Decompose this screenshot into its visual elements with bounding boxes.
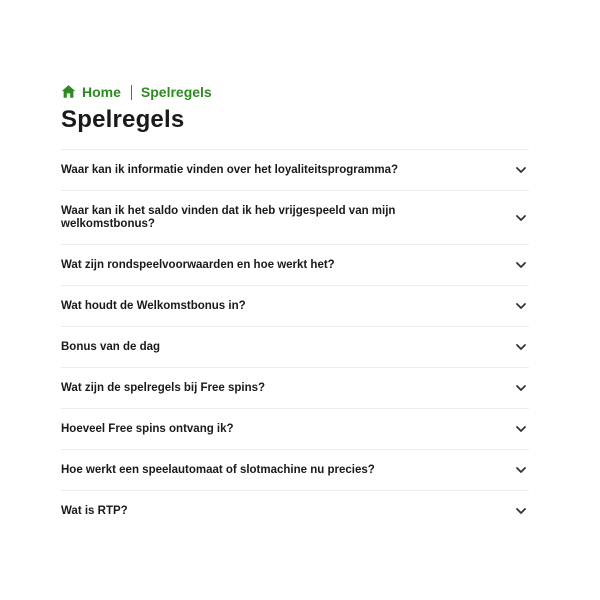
page-content xyxy=(61,82,529,531)
chevron-down-icon[interactable] xyxy=(515,341,527,353)
faq-item[interactable] xyxy=(61,191,529,245)
faq-question: Wat zijn de spelregels bij Free spins? xyxy=(61,381,266,394)
faq-item[interactable] xyxy=(61,245,529,286)
chevron-down-icon[interactable] xyxy=(515,423,527,435)
faq-item[interactable] xyxy=(61,450,529,491)
faq-question: Waar kan ik het saldo vinden dat ik heb vrijgespeeld van mijn welkomstbonus? xyxy=(61,204,396,230)
chevron-down-icon[interactable] xyxy=(515,505,527,517)
home-icon[interactable] xyxy=(61,84,76,99)
chevron-down-icon[interactable] xyxy=(515,382,527,394)
breadcrumb-current-link[interactable]: Spelregels xyxy=(140,84,212,100)
chevron-down-icon[interactable] xyxy=(515,212,527,224)
breadcrumb-separator xyxy=(131,85,132,100)
chevron-down-icon[interactable] xyxy=(515,464,527,476)
faq-item[interactable] xyxy=(61,286,529,327)
page-title: Spelregels xyxy=(61,106,185,133)
faq-item[interactable] xyxy=(61,368,529,409)
faq-item[interactable] xyxy=(61,327,529,368)
chevron-down-icon[interactable] xyxy=(515,164,527,176)
chevron-down-icon[interactable] xyxy=(515,259,527,271)
faq-question: Wat zijn rondspeelvoorwaarden en hoe werkt het? xyxy=(61,258,335,271)
breadcrumb-home-link[interactable]: Home xyxy=(82,84,121,100)
faq-question: Waar kan ik informatie vinden over het loyaliteitsprogramma? xyxy=(61,163,398,176)
chevron-down-icon[interactable] xyxy=(515,300,527,312)
faq-question: Wat is RTP? xyxy=(61,504,128,517)
breadcrumb xyxy=(61,82,529,102)
faq-item[interactable] xyxy=(61,409,529,450)
faq-question: Hoeveel Free spins ontvang ik? xyxy=(61,422,234,435)
faq-list xyxy=(61,149,529,531)
faq-item[interactable] xyxy=(61,491,529,531)
faq-question: Bonus van de dag xyxy=(61,340,161,353)
faq-question: Hoe werkt een speelautomaat of slotmachine nu precies? xyxy=(61,463,375,476)
faq-question: Wat houdt de Welkomstbonus in? xyxy=(61,299,246,312)
faq-item[interactable] xyxy=(61,150,529,191)
